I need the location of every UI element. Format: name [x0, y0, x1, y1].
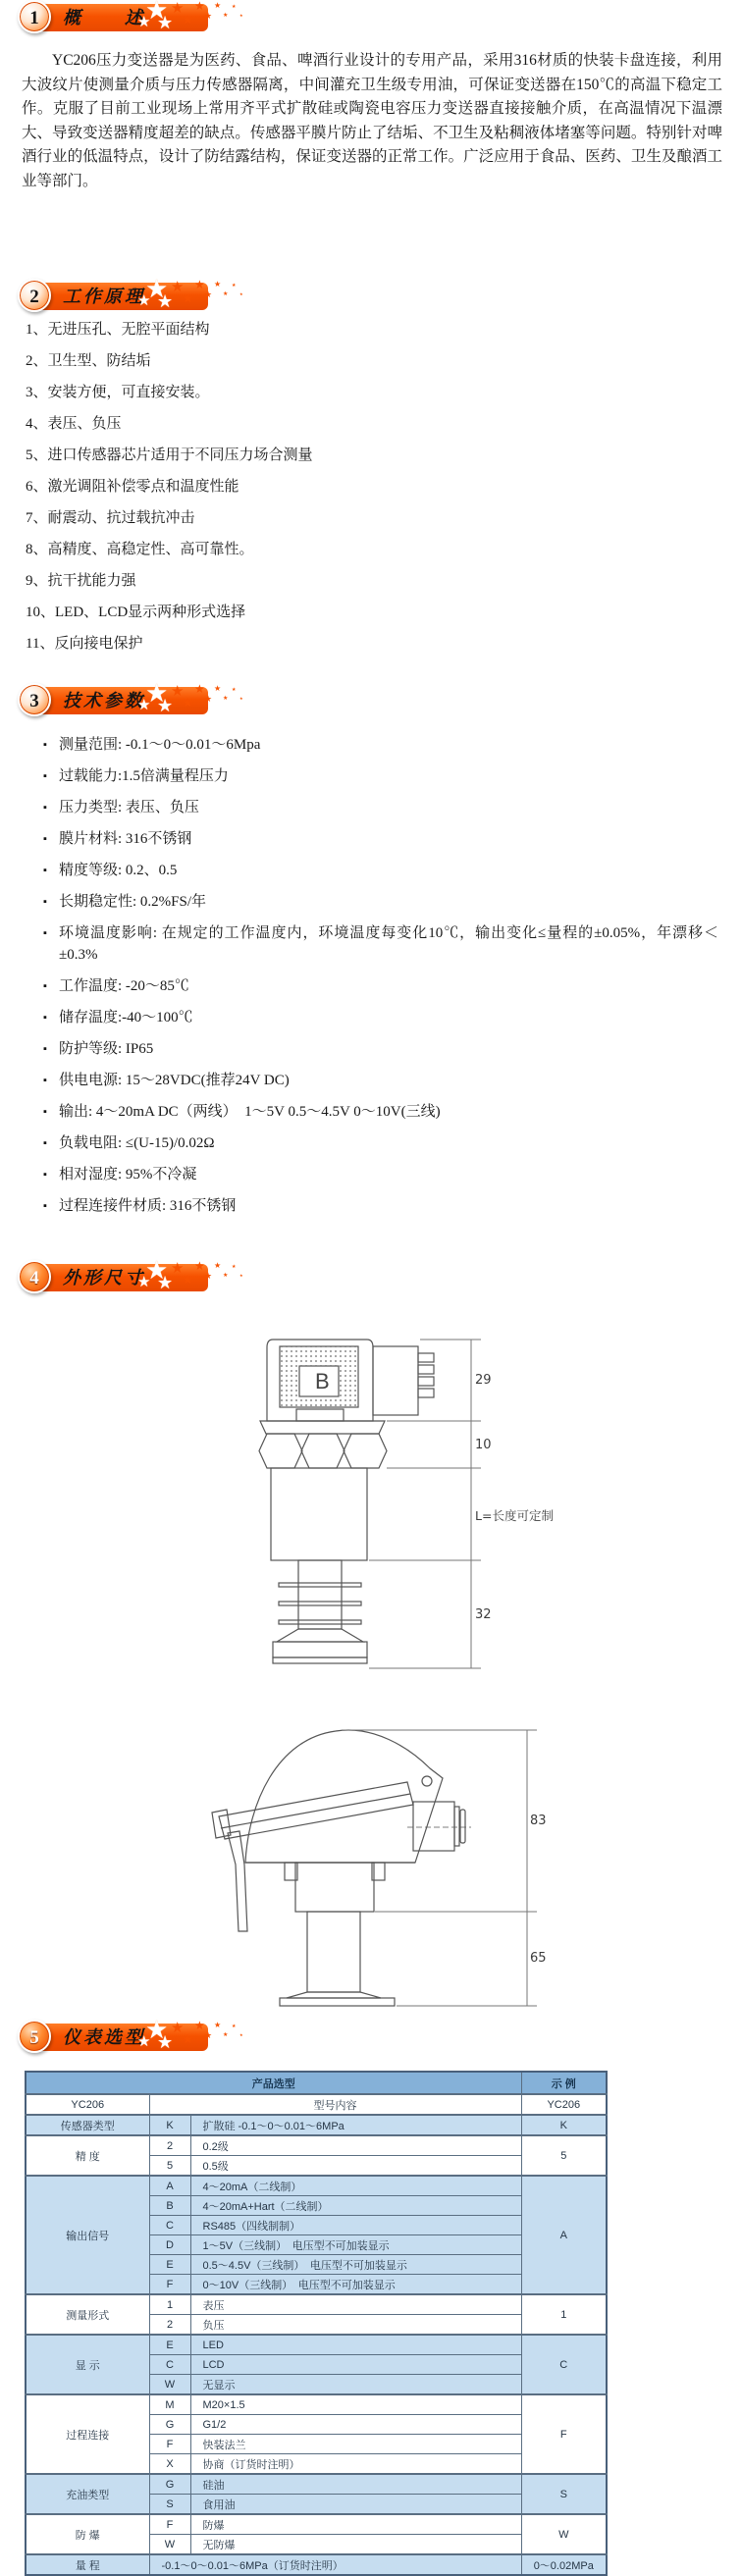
star-icon: [232, 5, 236, 10]
star-icon: [214, 685, 221, 693]
cell-example: A: [521, 2176, 607, 2294]
cell-description: 4～20mA+Hart（二线制）: [190, 2196, 521, 2216]
principle-item: 4、表压、负压: [26, 416, 122, 432]
cell-code: A: [149, 2176, 190, 2196]
cell-code: B: [149, 2196, 190, 2216]
section-4-number-badge: 4: [18, 1260, 51, 1293]
cell-example: S: [521, 2474, 607, 2514]
parameter-item: ▪ 过载能力:1.5倍满量程压力: [43, 765, 718, 787]
cell-description: 快装法兰: [190, 2435, 521, 2454]
star-icon: [183, 14, 193, 26]
cell-description: RS485（四线制制）: [190, 2216, 521, 2235]
cell-description: 无防爆: [190, 2535, 521, 2555]
principle-item: 1、无进压孔、无腔平面结构: [26, 322, 210, 338]
parameter-item: ▪ 精度等级: 0.2、0.5: [43, 860, 718, 881]
section-5-number-badge: 5: [18, 2020, 51, 2053]
cell-description: 食用油: [190, 2495, 521, 2515]
star-icon: [183, 697, 193, 709]
cell-code: 2: [149, 2135, 190, 2156]
section-4-title: 外形尺寸: [63, 1268, 145, 1288]
section-3-header: [29, 687, 208, 720]
section-5-title: 仪表选型: [63, 2027, 145, 2047]
principle-item: 11、反向接电保护: [26, 636, 143, 652]
dim-65: 65: [530, 1951, 547, 1966]
cell-code: M: [149, 2394, 190, 2415]
star-icon: [239, 697, 243, 701]
connector-letter: B: [315, 1369, 330, 1393]
star-icon: [239, 2033, 243, 2037]
cell-example: K: [521, 2115, 607, 2135]
overview-paragraph: YC206压力变送器是为医药、食品、啤酒行业设计的专用产品，采用316材质的快装卡盘连接，利用大波纹片使测量介质与压力传感器隔离，中间灌充卫生级专用油，可保证变送器在150℃的高温下稳定工作。克服了目前工业现场上常用齐平式扩散硅或陶瓷电容压力变送器直接接触介质，在高温情况下温漂大、导致变送器精度超差的缺点。传感器平膜片防止了结垢、不卫生及粘稠液体堵塞等问题。特别针对啤酒行业的低温特点，设计了防结露结构，保证变送器的正常工作。广泛应用于食品、医药、卫生及酿酒工业等部门。: [22, 52, 722, 189]
parameter-item: ▪ 储存温度:-40～100℃: [43, 1007, 718, 1028]
cell-example: 0～0.02MPa: [521, 2554, 607, 2575]
cell-code: X: [149, 2454, 190, 2475]
section-1-header: [29, 4, 208, 37]
cell-category: 输出信号: [26, 2176, 149, 2294]
cell-category: 充油类型: [26, 2474, 149, 2514]
table-row: [26, 2094, 607, 2115]
cell-category: 显 示: [26, 2335, 149, 2394]
cell-category: 传感器类型: [26, 2115, 149, 2135]
principle-item: 10、LED、LCD显示两种形式选择: [26, 605, 246, 620]
star-cluster: [145, 2024, 273, 2051]
table-row: [26, 2335, 607, 2355]
cell-code: W: [149, 2375, 190, 2395]
section-1-title: 概 述: [63, 8, 145, 27]
star-icon: [214, 1262, 221, 1270]
parameter-item: ▪ 工作温度: -20～85℃: [43, 975, 718, 997]
cell-model-content: 型号内容: [149, 2094, 521, 2115]
cell-code: 5: [149, 2156, 190, 2177]
cell-category: 量 程: [26, 2554, 149, 2575]
star-icon: [137, 699, 150, 713]
cell-code: W: [149, 2535, 190, 2555]
cell-description: LCD: [190, 2355, 521, 2375]
star-icon: [137, 294, 150, 309]
principle-item: 7、耐震动、抗过载抗冲击: [26, 510, 195, 526]
star-icon: [204, 695, 212, 704]
parameter-item: ▪ 负载电阻: ≤(U-15)/0.02Ω: [43, 1132, 718, 1154]
cell-description: -0.1～0～0.01～6MPa（订货时注明）: [149, 2554, 521, 2575]
dim-length-note: L=长度可定制: [475, 1508, 554, 1523]
star-icon: [223, 1273, 228, 1279]
star-cluster: [145, 283, 273, 310]
section-5-header: [29, 2024, 208, 2057]
cell-description: 表压: [190, 2294, 521, 2315]
cell-description: 1～5V（三线制） 电压型不可加装显示: [190, 2235, 521, 2255]
star-cluster: [145, 687, 273, 714]
cell-code: 2: [149, 2315, 190, 2336]
cell-description: 防爆: [190, 2514, 521, 2535]
dim-32: 32: [475, 1607, 492, 1622]
star-icon: [223, 13, 228, 19]
dimension-drawing-straight: [177, 1330, 589, 1683]
cell-description: 硅油: [190, 2474, 521, 2495]
principle-item: 9、抗干扰能力强: [26, 573, 136, 589]
col-header-product: 产品选型: [26, 2072, 521, 2094]
parameter-item: ▪ 膜片材料: 316不锈钢: [43, 828, 718, 850]
principle-item: 6、激光调阻补偿零点和温度性能: [26, 479, 239, 495]
cell-code: 1: [149, 2294, 190, 2315]
cell-code: G: [149, 2415, 190, 2435]
principle-item: 3、安装方便，可直接安装。: [26, 385, 210, 400]
section-3-number-badge: 3: [18, 683, 51, 716]
table-row: [26, 2554, 607, 2575]
principle-list: [26, 314, 313, 659]
dim-83: 83: [530, 1814, 547, 1828]
cell-description: 0～10V（三线制） 电压型不可加装显示: [190, 2275, 521, 2295]
star-icon: [183, 2033, 193, 2045]
cell-description: 协商（订货时注明）: [190, 2454, 521, 2475]
cell-category: 精 度: [26, 2135, 149, 2176]
star-icon: [223, 696, 228, 702]
parameter-item: ▪ 压力类型: 表压、负压: [43, 797, 718, 818]
star-icon: [223, 291, 228, 297]
dim-10: 10: [475, 1438, 492, 1452]
cell-description: 4～20mA（二线制）: [190, 2176, 521, 2196]
selection-table-wrap: [25, 2071, 608, 2576]
star-icon: [183, 292, 193, 304]
section-4-header: [29, 1264, 208, 1297]
cell-description: 无显示: [190, 2375, 521, 2395]
dimension-drawing-clamp: [118, 1668, 569, 2022]
section-2-number-badge: 2: [18, 279, 51, 312]
parameter-item: ▪ 供电电源: 15～28VDC(推荐24V DC): [43, 1070, 718, 1091]
star-icon: [214, 281, 221, 289]
star-icon: [239, 14, 243, 18]
cell-code: C: [149, 2355, 190, 2375]
transmitter-clamp-view: [118, 1668, 569, 2022]
cell-description: 扩散硅 -0.1～0～0.01～6MPa: [190, 2115, 521, 2135]
star-icon: [137, 1276, 150, 1290]
table-row: [26, 2115, 607, 2135]
cell-category: 防 爆: [26, 2514, 149, 2554]
principle-item: 2、卫生型、防结垢: [26, 353, 151, 369]
star-cluster: [145, 4, 273, 31]
star-icon: [137, 2035, 150, 2050]
cell-code: G: [149, 2474, 190, 2495]
star-icon: [214, 2, 221, 10]
cell-code: D: [149, 2235, 190, 2255]
cell-code: F: [149, 2514, 190, 2535]
cell-code: E: [149, 2335, 190, 2355]
section-1-number-badge: 1: [18, 0, 51, 33]
star-icon: [183, 1274, 193, 1286]
cell-model: YC206: [26, 2094, 149, 2115]
star-icon: [204, 290, 212, 299]
cell-description: 0.2级: [190, 2135, 521, 2156]
star-icon: [204, 2031, 212, 2040]
cell-example: W: [521, 2514, 607, 2554]
star-icon: [232, 1265, 236, 1270]
cell-description: 0.5级: [190, 2156, 521, 2177]
cell-code: K: [149, 2115, 190, 2135]
table-row: [26, 2514, 607, 2535]
parameter-item: ▪ 输出: 4～20mA DC（两线） 1～5V 0.5～4.5V 0～10V(三线): [43, 1101, 718, 1123]
cell-description: G1/2: [190, 2415, 521, 2435]
parameter-item: ▪ 过程连接件材质: 316不锈钢: [43, 1195, 718, 1217]
cell-category: 过程连接: [26, 2394, 149, 2474]
cell-description: 负压: [190, 2315, 521, 2336]
cell-category: 测量形式: [26, 2294, 149, 2335]
star-cluster: [145, 1264, 273, 1291]
table-row: [26, 2176, 607, 2196]
principle-item: 8、高精度、高稳定性、高可靠性。: [26, 542, 254, 557]
section-2-header: [29, 283, 208, 316]
cell-code: E: [149, 2255, 190, 2275]
star-icon: [239, 1274, 243, 1278]
star-icon: [223, 2032, 228, 2038]
star-icon: [204, 1272, 212, 1281]
star-icon: [232, 284, 236, 289]
parameter-item: ▪ 防护等级: IP65: [43, 1038, 718, 1060]
table-row: [26, 2294, 607, 2315]
cell-code: F: [149, 2435, 190, 2454]
principle-item: 5、进口传感器芯片适用于不同压力场合测量: [26, 447, 313, 463]
cell-model-example: YC206: [521, 2094, 607, 2115]
parameter-item: ▪ 测量范围: -0.1～0～0.01～6Mpa: [43, 734, 718, 756]
star-icon: [204, 12, 212, 21]
col-header-example: 示 例: [521, 2072, 607, 2094]
selection-table: [25, 2071, 608, 2576]
cell-description: LED: [190, 2335, 521, 2355]
star-icon: [214, 2022, 221, 2029]
table-row: [26, 2474, 607, 2495]
table-header-row: [26, 2072, 607, 2094]
star-icon: [137, 16, 150, 30]
cell-code: S: [149, 2495, 190, 2515]
cell-code: F: [149, 2275, 190, 2295]
cell-example: 1: [521, 2294, 607, 2335]
star-icon: [239, 292, 243, 296]
star-icon: [232, 688, 236, 693]
cell-description: 0.5～4.5V（三线制） 电压型不可加装显示: [190, 2255, 521, 2275]
star-icon: [232, 2024, 236, 2029]
parameters-list: [43, 734, 718, 1227]
section-3-title: 技术参数: [63, 691, 145, 710]
parameter-item: ▪ 相对湿度: 95%不冷凝: [43, 1164, 718, 1185]
table-row: [26, 2394, 607, 2415]
table-row: [26, 2135, 607, 2156]
cell-example: F: [521, 2394, 607, 2474]
cell-example: C: [521, 2335, 607, 2394]
section-2-title: 工作原理: [63, 287, 145, 306]
dim-29: 29: [475, 1373, 492, 1388]
parameter-item: ▪ 长期稳定性: 0.2%FS/年: [43, 891, 718, 913]
parameter-item: ▪ 环境温度影响: 在规定的工作温度内，环境温度每变化10℃，输出变化≤量程的±0.05%，年漂移＜±0.3%: [43, 922, 718, 966]
cell-description: M20×1.5: [190, 2394, 521, 2415]
cell-example: 5: [521, 2135, 607, 2176]
cell-code: C: [149, 2216, 190, 2235]
